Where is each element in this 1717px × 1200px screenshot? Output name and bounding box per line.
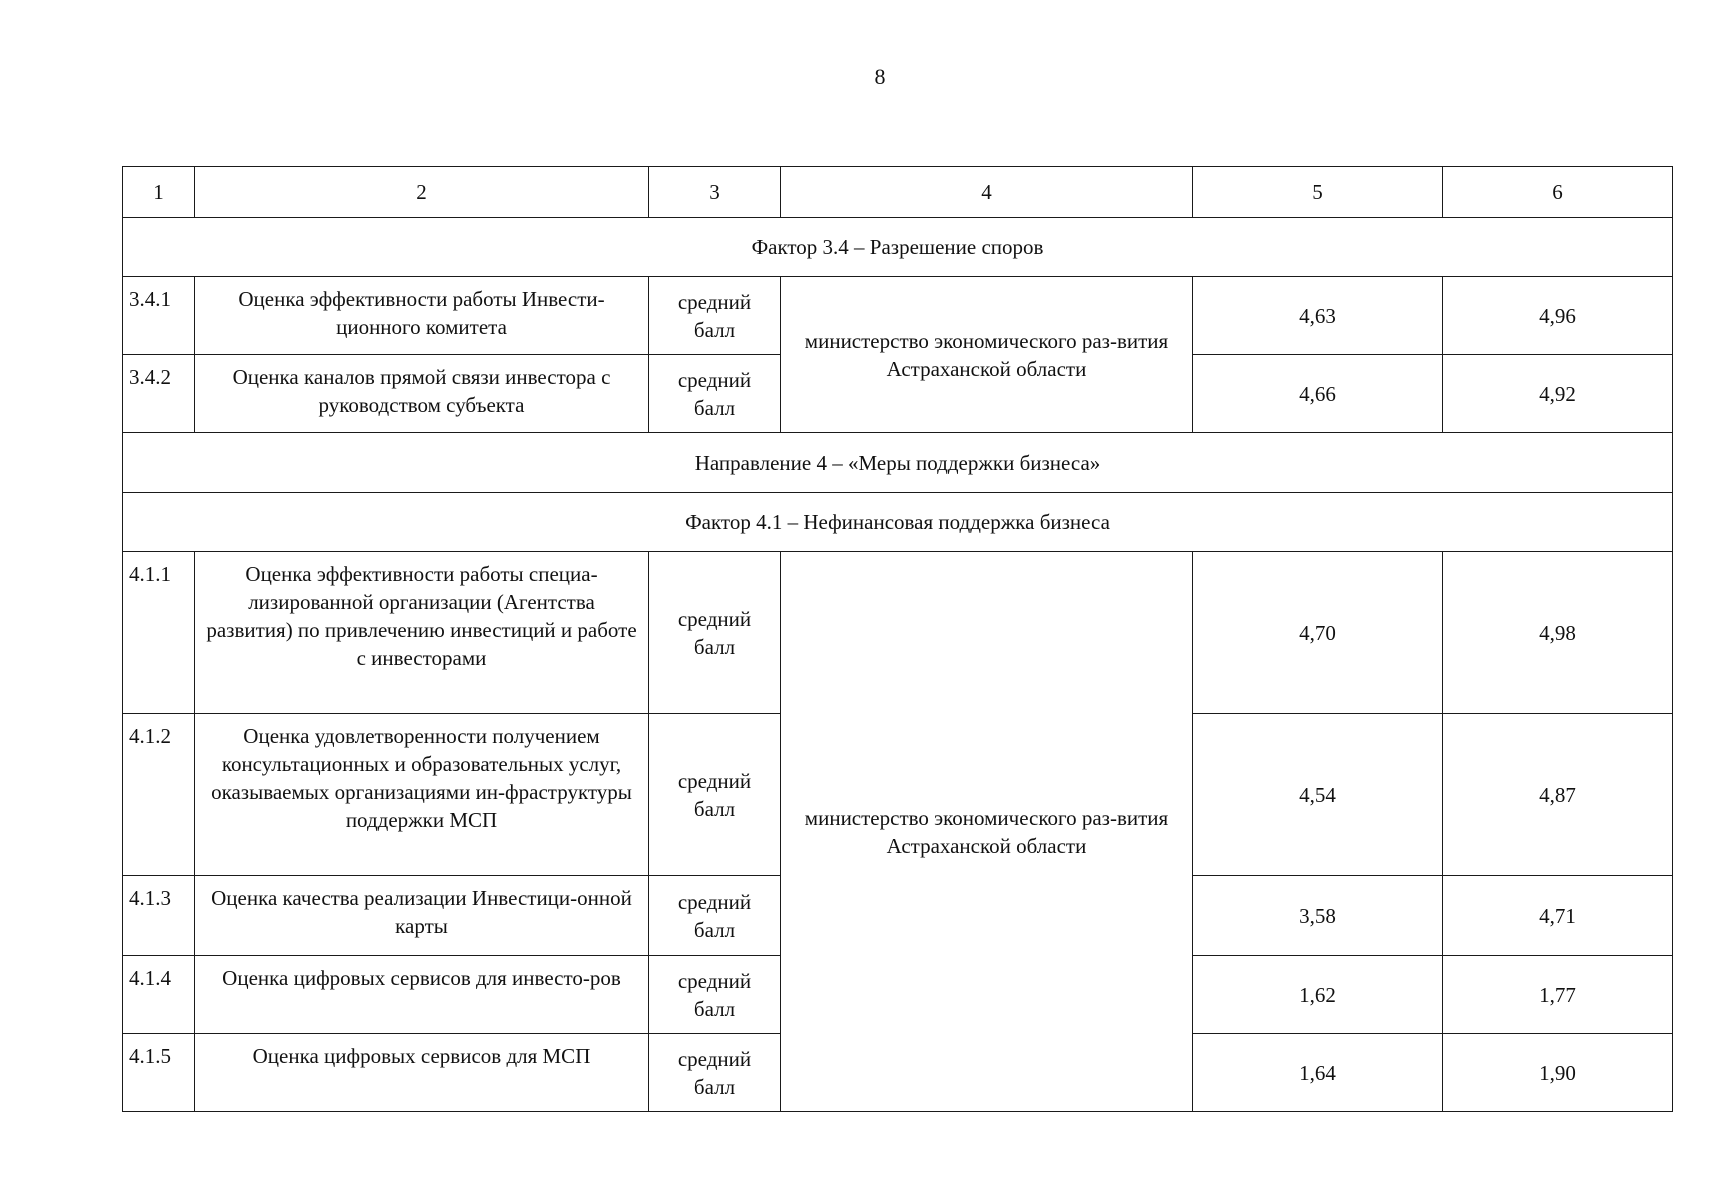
unit-cell: средний балл [649, 956, 781, 1034]
column-header-5: 5 [1193, 167, 1443, 218]
indicator-name: Оценка каналов прямой связи инвестора с руководством субъекта [195, 355, 649, 433]
direction-4-row [123, 433, 1673, 493]
value-col5: 1,64 [1193, 1034, 1443, 1112]
indicator-name: Оценка цифровых сервисов для инвесто-ров [195, 956, 649, 1034]
column-header-3: 3 [649, 167, 781, 218]
indicator-name: Оценка эффективности работы Инвести-ционного комитета [195, 277, 649, 355]
value-col6: 4,96 [1443, 277, 1673, 355]
value-col5: 1,62 [1193, 956, 1443, 1034]
value-col5: 4,54 [1193, 714, 1443, 876]
value-col6: 4,87 [1443, 714, 1673, 876]
row-number: 4.1.4 [123, 956, 195, 1034]
responsible-cell: министерство экономического раз-вития Астраханской области [781, 552, 1193, 1112]
value-col6: 4,71 [1443, 876, 1673, 956]
indicators-table [122, 166, 1673, 1112]
unit-cell: средний балл [649, 1034, 781, 1112]
row-number: 3.4.1 [123, 277, 195, 355]
value-col6: 4,92 [1443, 355, 1673, 433]
indicator-name: Оценка эффективности работы специа-лизированной организации (Агентства развития) по привлечению инвестиций и работе с инвесторами [195, 552, 649, 714]
indicator-name: Оценка качества реализации Инвестици-онной карты [195, 876, 649, 956]
page-number: 8 [874, 64, 886, 89]
unit-cell: средний балл [649, 552, 781, 714]
value-col5: 3,58 [1193, 876, 1443, 956]
row-number: 4.1.1 [123, 552, 195, 714]
row-number: 4.1.2 [123, 714, 195, 876]
value-col5: 4,70 [1193, 552, 1443, 714]
table-header-row [123, 167, 1673, 218]
column-header-1: 1 [123, 167, 195, 218]
unit-cell: средний балл [649, 277, 781, 355]
row-number: 4.1.5 [123, 1034, 195, 1112]
value-col6: 4,98 [1443, 552, 1673, 714]
row-number: 4.1.3 [123, 876, 195, 956]
column-header-4: 4 [781, 167, 1193, 218]
factor-3-4-title: Фактор 3.4 – Разрешение споров [123, 218, 1673, 277]
value-col5: 4,63 [1193, 277, 1443, 355]
row-number: 3.4.2 [123, 355, 195, 433]
direction-4-title: Направление 4 – «Меры поддержки бизнеса» [123, 433, 1673, 493]
value-col5: 4,66 [1193, 355, 1443, 433]
unit-cell: средний балл [649, 355, 781, 433]
table-row [123, 277, 1673, 355]
unit-cell: средний балл [649, 876, 781, 956]
column-header-6: 6 [1443, 167, 1673, 218]
factor-4-1-row [123, 493, 1673, 552]
value-col6: 1,77 [1443, 956, 1673, 1034]
table-row [123, 552, 1673, 714]
factor-4-1-title: Фактор 4.1 – Нефинансовая поддержка бизнеса [123, 493, 1673, 552]
responsible-cell: министерство экономического раз-вития Астраханской области [781, 277, 1193, 433]
value-col6: 1,90 [1443, 1034, 1673, 1112]
column-header-2: 2 [195, 167, 649, 218]
factor-3-4-row [123, 218, 1673, 277]
indicator-name: Оценка удовлетворенности получением консультационных и образовательных услуг, оказываемых организациями ин-фраструктуры поддержки МСП [195, 714, 649, 876]
indicator-name: Оценка цифровых сервисов для МСП [195, 1034, 649, 1112]
unit-cell: средний балл [649, 714, 781, 876]
